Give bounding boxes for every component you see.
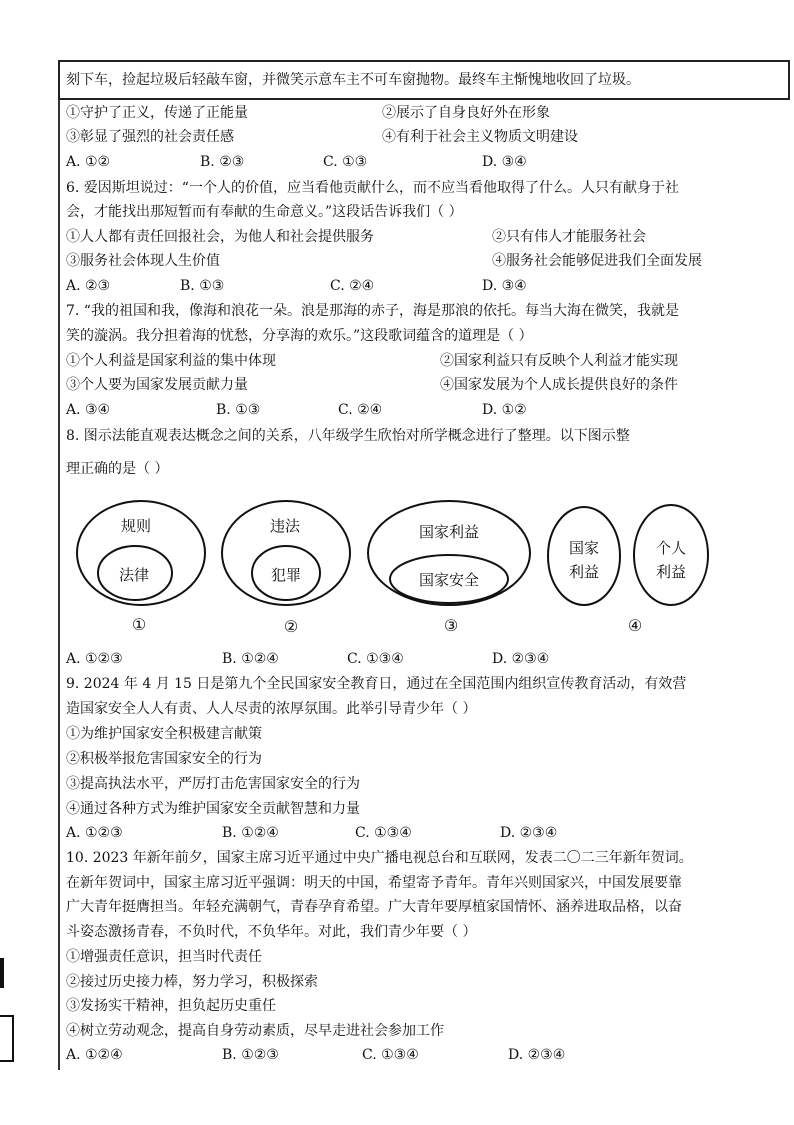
q6-option-3: ③服务社会体现人生价值 [66,253,220,269]
q10-stem-line3: 广大青年挺膺担当。年轻充满朝气，青春孕育希望。广大青年要厚植家国情怀、涵养进取品格，以奋 [66,899,682,915]
q7-stem-line1: 7. “我的祖国和我，像海和浪花一朵。浪是那海的赤子，海是那浪的依托。每当大海在微笑，我就是 [66,303,679,319]
q7-option-2: ②国家利益只有反映个人利益才能实现 [440,353,678,369]
q10-stem-line2: 在新年贺词中，国家主席习近平强调：明天的中国，希望寄予青年。青年兴则国家兴，中国发展要靠 [66,875,682,891]
q7-choice-c: C. ②④ [338,402,383,418]
diagram-4-right-label-bottom: 利益 [655,563,687,581]
diagram-2 [222,501,350,636]
q9-option-2: ②积极举报危害国家安全的行为 [66,751,262,767]
q9-choice-a: A. ①②③ [66,825,123,841]
scenario-box [58,60,790,100]
q9-choice-d: D. ②③④ [500,825,558,841]
q10-choice-d: D. ②③④ [508,1047,566,1063]
q5-choice-a: A. ①② [66,154,111,170]
q5-option-3: ③彰显了强烈的社会责任感 [66,129,234,145]
diagram-4-left-label-bottom: 利益 [568,563,600,581]
margin-mark [0,958,4,988]
q8-choice-c: C. ①③④ [347,651,404,667]
q8-stem-line1: 8. 图示法能直观表达概念之间的关系，八年级学生欣怡对所学概念进行了整理。以下图示整 [66,428,630,444]
q6-choice-c: C. ②④ [330,278,375,294]
q8-stem-line2: 理正确的是（ ） [66,461,169,477]
q6-stem-line1: 6. 爱因斯坦说过：“一个人的价值，应当看他贡献什么，而不应当看他取得了什么。人只有献身于社 [66,180,679,196]
q6-option-4: ④服务社会能够促进我们全面发展 [492,253,702,269]
diagram-3-inner-label: 国家安全 [418,571,480,589]
diagram-2-inner-label: 犯罪 [270,566,302,584]
diagram-4-number: ④ [627,616,643,635]
margin-mark [12,1015,14,1062]
q7-choice-d: D. ①② [482,402,527,418]
q5-option-4: ④有利于社会主义物质文明建设 [382,129,578,145]
q8-choice-b: B. ①②④ [222,651,279,667]
q5-choice-b: B. ②③ [200,154,245,170]
q7-choice-a: A. ③④ [66,402,111,418]
q10-choice-c: C. ①③④ [362,1047,419,1063]
diagram-3-outer-label: 国家利益 [418,523,480,541]
diagram-1-number: ① [131,615,147,634]
q10-option-2: ②接过历史接力棒，努力学习，积极探索 [66,974,318,990]
q9-option-1: ①为维护国家安全积极建言献策 [66,726,262,742]
diagram-4-left-label-top: 国家 [568,539,600,557]
q7-option-1: ①个人利益是国家利益的集中体现 [66,353,276,369]
diagram-4 [548,505,708,635]
diagram-3 [368,501,530,635]
diagram-1-outer-label: 规则 [120,517,152,535]
diagram-2-number: ② [283,617,299,636]
q5-option-2: ②展示了自身良好外在形象 [382,105,550,121]
q9-stem-line2: 造国家安全人人有责、人人尽责的浓厚氛围。此举引导青少年（ ） [66,701,477,717]
q8-choice-d: D. ②③④ [492,651,550,667]
q10-choice-a: A. ①②④ [66,1047,123,1063]
q8-diagrams [0,500,794,660]
q5-option-1: ①守护了正义，传递了正能量 [66,105,248,121]
diagram-1 [77,501,205,634]
q5-choice-c: C. ①③ [323,154,368,170]
q8-choice-a: A. ①②③ [66,651,123,667]
q7-option-3: ③个人要为国家发展贡献力量 [66,377,248,393]
q9-option-4: ④通过各种方式为维护国家安全贡献智慧和力量 [66,801,360,817]
q10-stem-line4: 斗姿态激扬青春，不负时代，不负华年。对此，我们青少年要（ ） [66,924,477,940]
diagram-2-outer-label: 违法 [269,517,301,535]
q6-choice-b: B. ①③ [180,278,225,294]
q6-choice-a: A. ②③ [66,278,111,294]
q7-choice-b: B. ①③ [216,402,261,418]
q6-stem-line2: 会，才能找出那短暂而有奉献的生命意义。”这段话告诉我们（ ） [66,204,463,220]
q9-choice-c: C. ①③④ [355,825,412,841]
diagram-4-right-label-top: 个人 [655,539,687,557]
scenario-text: 刻下车，捡起垃圾后轻敲车窗，并微笑示意车主不可车窗抛物。最终车主惭愧地收回了垃圾。 [66,72,640,88]
q10-stem-line1: 10. 2023 年新年前夕，国家主席习近平通过中央广播电视总台和互联网，发表二〇二三年新年贺词。 [66,850,693,866]
diagram-3-number: ③ [443,616,459,635]
q10-option-3: ③发扬实干精神，担负起历史重任 [66,998,276,1014]
diagram-1-inner-label: 法律 [118,566,150,584]
q10-option-4: ④树立劳动观念，提高自身劳动素质，尽早走进社会参加工作 [66,1023,444,1039]
q5-choice-d: D. ③④ [482,154,527,170]
q7-stem-line2: 笑的漩涡。我分担着海的忧愁，分享海的欢乐。”这段歌词蕴含的道理是（ ） [66,328,533,344]
q6-option-1: ①人人都有责任回报社会，为他人和社会提供服务 [66,229,374,245]
q9-choice-b: B. ①②④ [222,825,279,841]
q10-choice-b: B. ①②③ [222,1047,279,1063]
q10-option-1: ①增强责任意识，担当时代责任 [66,949,262,965]
q6-choice-d: D. ③④ [482,278,527,294]
q6-option-2: ②只有伟人才能服务社会 [492,229,646,245]
q9-stem-line1: 9. 2024 年 4 月 15 日是第九个全民国家安全教育日，通过在全国范围内组织宣传教育活动，有效营 [66,676,687,692]
q7-option-4: ④国家发展为个人成长提供良好的条件 [440,377,678,393]
q9-option-3: ③提高执法水平，严厉打击危害国家安全的行为 [66,776,360,792]
